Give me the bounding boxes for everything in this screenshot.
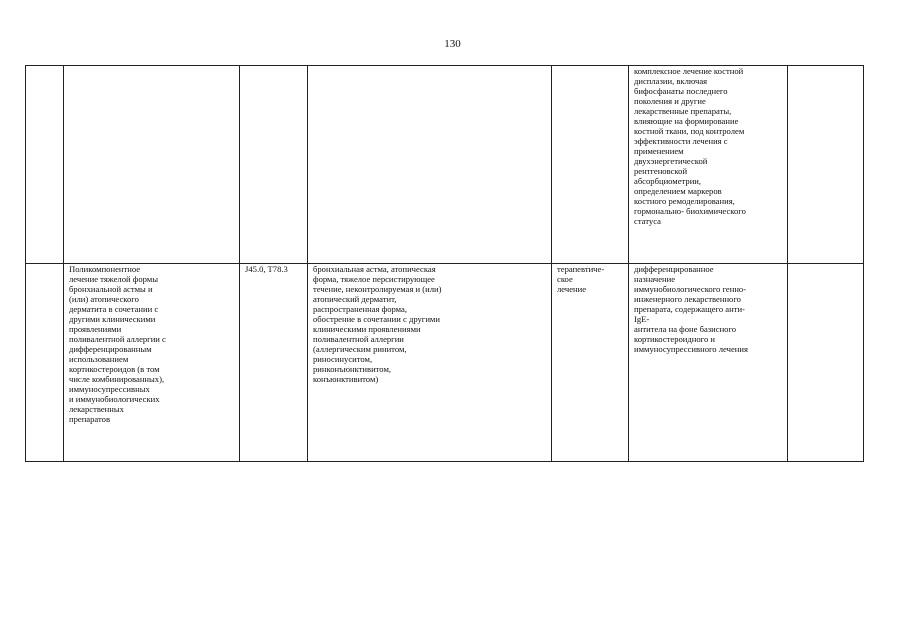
treatment-method-cell: дифференцированное назначение иммунобиологического генно- инженерного лекарственного препарата, содержащего анти- IgE- антитела на фоне базисного кортикостероидного и иммуносупрессивного лечения (629, 264, 788, 462)
medical-care-table (25, 65, 864, 462)
page-number: 130 (444, 38, 461, 50)
treatment-type-cell (552, 66, 629, 264)
table-row (26, 264, 864, 462)
condition-cell (64, 66, 240, 264)
patient-model-cell: бронхиальная астма, атопическая форма, тяжелое персистирующее течение, неконтролируемая и (или) атопический дерматит, распространенная форма, обострение в сочетании с другими клиническими проявлениями поливалентной аллергии (аллергическим ринитом, риносинуситом, ринконъюнктивитом, конъюнктивитом) (308, 264, 552, 462)
row-number-cell (26, 264, 64, 462)
treatment-method-cell: комплексное лечение костной дисплазии, включая бифосфанаты последнего поколения и другие лекарственные препараты, влияющие на формирование костной ткани, под контролем эффективности лечения с применением двухэнергетической рентгеновской абсорбциометрии, определением маркеров костного ремоделирования, гормонально- биохимического статуса (629, 66, 788, 264)
icd-code-cell: J45.0, T78.3 (240, 264, 308, 462)
treatment-type-cell: терапевтиче- ское лечение (552, 264, 629, 462)
row-number-cell (26, 66, 64, 264)
extra-cell (788, 264, 864, 462)
condition-cell: Поликомпонентное лечение тяжелой формы бронхиальной астмы и (или) атопического дерматита в сочетании с другими клиническими проявлениями поливалентной аллергии с дифференцированным использованием кортикостероидов (в том числе комбинированных), иммуносупрессивных и иммунобиологических лекарственных препаратов (64, 264, 240, 462)
extra-cell (788, 66, 864, 264)
table-row (26, 66, 864, 264)
icd-code-cell (240, 66, 308, 264)
patient-model-cell (308, 66, 552, 264)
